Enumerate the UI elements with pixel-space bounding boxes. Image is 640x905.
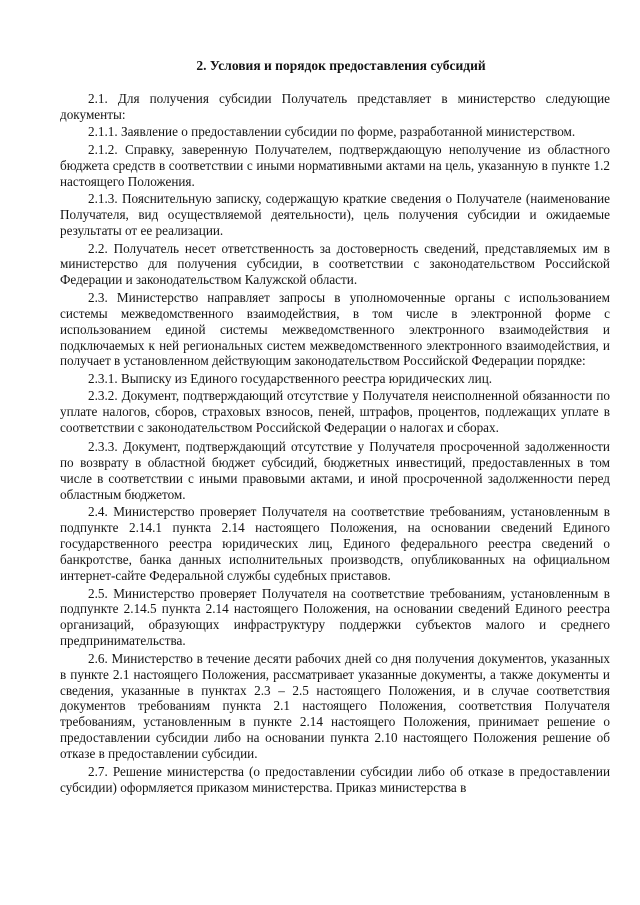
paragraph-2-3: 2.3. Министерство направляет запросы в уполномоченные органы с использованием системы межведомственного взаимодействия, в том числе в электронной форме с использованием единой системы межведомственного электронного взаимодействия и подключаемых к ней региональных систем межведомственного электронного взаимодействия, и получает в установленном действующим законодательством Российской Федерации порядке: <box>60 289 610 369</box>
paragraph-2-3-3: 2.3.3. Документ, подтверждающий отсутствие у Получателя просроченной задолженности по возврату в областной бюджет субсидий, бюджетных инвестиций, предоставленных в том числе в соответствии с иными правовыми актами, и иной просроченной задолженности перед областным бюджетом. <box>60 439 610 502</box>
paragraph-2-1-1: 2.1.1. Заявление о предоставлении субсидии по форме, разработанной министерством. <box>88 124 576 140</box>
paragraph-2-1-2: 2.1.2. Справку, заверенную Получателем, подтверждающую неполучение из областного бюджета средств в соответствии с иными нормативными актами на цель, указанную в пункте 1.2 настоящего Положения. <box>60 141 610 189</box>
paragraph-2-6: 2.6. Министерство в течение десяти рабочих дней со дня получения документов, указанных в пункте 2.1 настоящего Положения, рассматривает указанные документы, а также документы и сведения, указанные в пунктах 2.3 – 2.5 настоящего Положения, и в случае соответствия документов требованиям пункта 2.1 настоящего Положения, соответствия Получателя требованиям, установленным в пункте 2.14 настоящего Положения, принимает решение о предоставлении субсидии либо на основании пункта 2.10 настоящего Положения решение об отказе в предоставлении субсидии. <box>60 650 610 762</box>
paragraph-2-3-2: 2.3.2. Документ, подтверждающий отсутствие у Получателя неисполненной обязанности по уплате налогов, сборов, страховых взносов, пеней, штрафов, процентов, подлежащих уплате в соответствии с законодательством Российской Федерации о налогах и сборах. <box>60 388 610 436</box>
paragraph-2-7: 2.7. Решение министерства (о предоставлении субсидии либо об отказе в предоставлении субсидии) оформляется приказом министерства. Приказ министерства в <box>60 763 610 795</box>
paragraph-2-2: 2.2. Получатель несет ответственность за достоверность сведений, представляемых им в министерство для получения субсидии, в соответствии с законодательством Российской Федерации и законодательством Калужской области. <box>60 240 610 288</box>
paragraph-2-4: 2.4. Министерство проверяет Получателя на соответствие требованиям, установленным в подпункте 2.14.1 пункта 2.14 настоящего Положения, на основании сведений Единого государственного реестра юридических лиц, Единого федерального реестра сведений о банкротстве, банка данных исполнительных производств, опубликованных на официальном интернет-сайте Федеральной службы судебных приставов. <box>60 504 610 584</box>
section-heading: 2. Условия и порядок предоставления субсидий <box>196 58 486 73</box>
paragraph-2-3-1: 2.3.1. Выписку из Единого государственного реестра юридических лиц. <box>88 370 493 386</box>
paragraph-2-1-3: 2.1.3. Пояснительную записку, содержащую краткие сведения о Получателе (наименование Получателя, вид осуществляемой деятельности), цель получения субсидии и ожидаемые результаты от ее реализации. <box>60 191 610 239</box>
paragraph-2-1: 2.1. Для получения субсидии Получатель представляет в министерство следующие документы: <box>60 91 610 122</box>
paragraph-2-5: 2.5. Министерство проверяет Получателя на соответствие требованиям, установленным в подпункте 2.14.5 пункта 2.14 настоящего Положения, на основании сведений Единого реестра организаций, образующих инфраструктуру поддержки субъектов малого и среднего предпринимательства. <box>60 585 610 649</box>
